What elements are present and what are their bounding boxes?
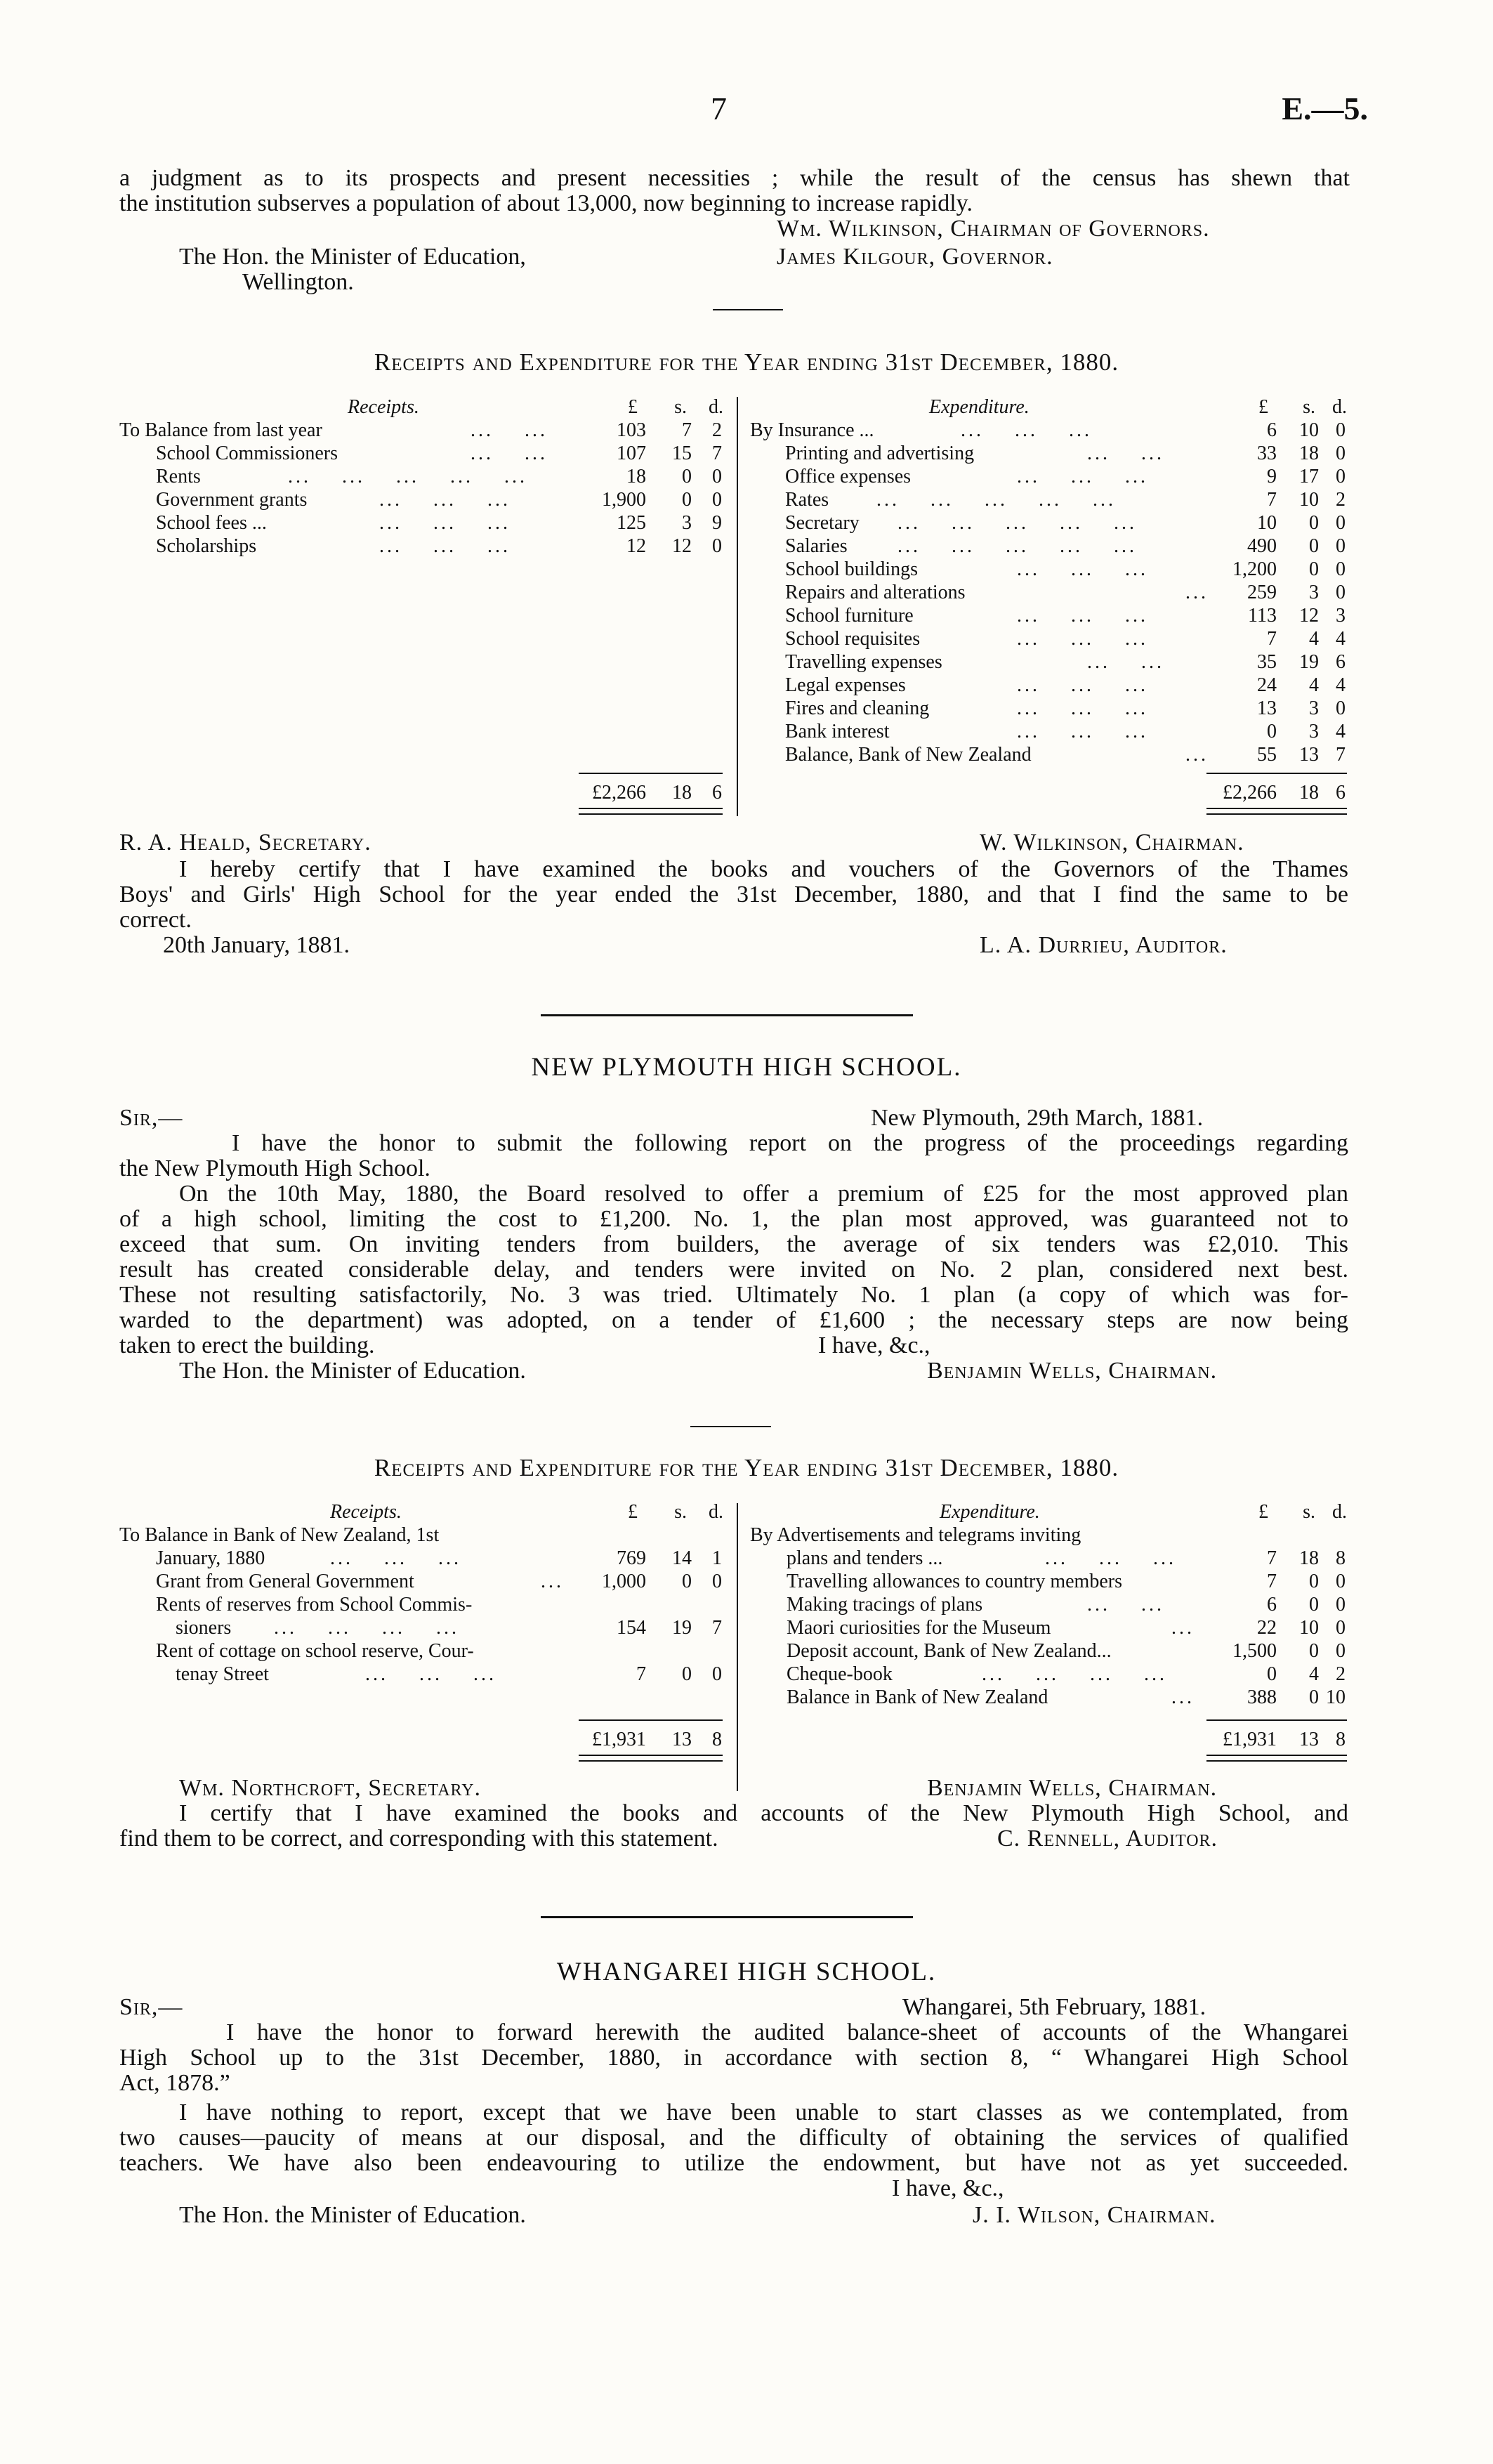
thames-date: 20th January, 1881. [163, 932, 350, 958]
total-rule [1206, 1719, 1347, 1721]
table-row: School furniture ... ... ... 113 12 3 [785, 605, 1346, 627]
table-row: January, 1880 ... ... ... 769 14 1 [156, 1547, 722, 1569]
double-rule [579, 808, 723, 815]
table-row: Printing and advertising ... ... 33 18 0 [785, 443, 1346, 464]
table-row: Cheque-book ... ... ... ... 0 4 2 [787, 1663, 1346, 1685]
table-row: Deposit account, Bank of New Zealand... 1,500 0 0 [787, 1640, 1346, 1662]
np-para-2-line-3: exceed that sum. On inviting tenders from builders, the average of six tenders was £2,010. This [119, 1231, 1348, 1257]
intro-addressee-city: Wellington. [242, 269, 354, 295]
expenditure-header: Expenditure. [940, 1501, 1040, 1523]
table-row: School requisites ... ... ... 7 4 4 [785, 628, 1346, 650]
new-plymouth-heading: NEW PLYMOUTH HIGH SCHOOL. [531, 1053, 962, 1082]
table-row: Repairs and alterations ... 259 3 0 [785, 582, 1346, 603]
intro-signature-governor: James Kilgour, Governor. [777, 244, 1053, 270]
thames-table-title: Receipts and Expenditure for the Year ending 31st December, 1880. [374, 348, 1119, 376]
thames-receipts [119, 395, 723, 558]
whangarei-heading: WHANGAREI HIGH SCHOOL. [556, 1958, 937, 1986]
wh-closing: I have, &c., [892, 2175, 1004, 2201]
np-cert-2: find them to be correct, and corresponding with this statement. [119, 1826, 718, 1852]
table-row: Office expenses ... ... ... 9 17 0 [785, 466, 1346, 487]
np-chairman: Benjamin Wells, Chairman. [927, 1775, 1218, 1801]
np-para-2-line-6: warded to the department) was adopted, on a tender of £1,600 ; the necessary steps are now being [119, 1307, 1348, 1333]
np-addressee: The Hon. the Minister of Education. [179, 1358, 526, 1384]
table-row: Balance in Bank of New Zealand ... 388 0 10 [787, 1686, 1346, 1708]
table-divider [737, 397, 738, 816]
table-row: Rates ... ... ... ... ... 7 10 2 [785, 489, 1346, 511]
double-rule [1206, 1755, 1347, 1762]
table-row: Legal expenses ... ... ... 24 4 4 [785, 674, 1346, 696]
table-row: Rents ... ... ... ... ... 18 0 0 [156, 466, 722, 487]
thames-secretary: R. A. Heald, Secretary. [119, 830, 371, 856]
table-row: Salaries ... ... ... ... ... 490 0 0 [785, 535, 1346, 557]
table-row: Rent of cottage on school reserve, Cour- [156, 1640, 474, 1662]
table-row: By Insurance ... ... ... ... 6 10 0 [750, 419, 1346, 441]
thames-cert-2: Boys' and Girls' High School for the year ended the 31st December, 1880, and that I find the same to be [119, 882, 1348, 907]
thames-chairman: W. Wilkinson, Chairman. [980, 830, 1244, 856]
expenditure-header: Expenditure. [929, 396, 1030, 418]
receipts-header: Receipts. [330, 1501, 402, 1523]
table-row: To Balance from last year ... ... 103 7 2 [119, 419, 722, 441]
wh-para-1-line-1: I have the honor to forward herewith the audited balance-sheet of accounts of the Whangarei [226, 2019, 1348, 2045]
np-para-1-line-2: the New Plymouth High School. [119, 1155, 430, 1181]
np-para-2-line-2: of a high school, limiting the cost to £1,200. No. 1, the plan most approved, was guaranteed not to [119, 1206, 1348, 1232]
table-row: Fires and cleaning ... ... ... 13 3 0 [785, 697, 1346, 719]
wh-dateline: Whangarei, 5th February, 1881. [902, 1994, 1206, 2020]
document-reference: E.—5. [1282, 91, 1368, 126]
section-divider [541, 1014, 913, 1016]
np-para-2-line-1: On the 10th May, 1880, the Board resolved to offer a premium of £25 for the most approved plan [179, 1181, 1348, 1207]
section-divider [541, 1916, 913, 1918]
short-divider [713, 309, 783, 310]
thames-expenditure: Expenditure. £ s. d. By Insurance ... ... ... ... 6 10 0 Printing and advertising ... ... 33 18 0 Office expenses ... ... ... 9 17 0 Rates ... ... ... ... ... 7 10 2 Secretary ... ... ... ... ... 10 0 0 Salaries ... ... ... ... ... 490 0 0 School buildings ... ... ... 1,200 0 0 Repairs and alterations ... 259 3 0 School furniture ... ... ... 113 12 3 School requisites ... ... ... 7 4 4 Travelling expenses ... ... 35 19 6 Legal expenses ... ... ... 24 4 4 Fires and cleaning ... ... ... 13 3 0 Bank interest ... ... ... 0 3 4 Balance, Bank of New Zealand ... 55 13 7 [750, 396, 1347, 766]
table-row: Government grants ... ... ... 1,900 0 0 [156, 489, 722, 511]
np-auditor: C. Rennell, Auditor. [997, 1826, 1218, 1852]
np-salutation: Sir,— [119, 1105, 183, 1131]
intro-line-2: the institution subserves a population of about 13,000, now beginning to increase rapidly. [119, 190, 973, 216]
wh-para-2-line-1: I have nothing to report, except that we have been unable to start classes as we contemplated, from [179, 2099, 1348, 2125]
thames-cert-1: I hereby certify that I have examined the books and vouchers of the Governors of the Thames [179, 856, 1348, 882]
thames-receipts-total: £2,266 18 6 [592, 782, 722, 804]
total-rule [579, 1719, 723, 1721]
np-receipts: Receipts. £ s. d. To Balance in Bank of New Zealand, 1st January, 1880 ... ... ... 769 14 1 Grant from General Government ... 1,000 0 0 Rents of reserves from School Commis- sioners ... ... ... ... 154 19 7 Rent of cottage on school reserve, Cour- tenay Street ... ... ... 7 0 0 [119, 1501, 723, 1685]
np-para-2-line-7: taken to erect the building. [119, 1332, 375, 1358]
wh-salutation: Sir,— [119, 1994, 183, 2020]
thames-expenditure-total: £2,266 18 6 [1223, 782, 1346, 804]
total-rule [579, 773, 723, 774]
table-row: To Balance in Bank of New Zealand, 1st [119, 1524, 440, 1546]
np-expenditure: Expenditure. £ s. d. By Advertisements and telegrams inviting plans and tenders ... ... ... ... 7 18 8 Travelling allowances to country members 7 0 0 Making tracings of plans ... ... 6 0 0 Maori curiosities for the Museum ... 22 10 0 Deposit account, Bank of New Zealand... 1,500 0 0 Cheque-book ... ... ... ... 0 4 2 Balance in Bank of New Zealand ... 388 0 10 [750, 1501, 1347, 1708]
table-row: By Advertisements and telegrams inviting [750, 1524, 1081, 1546]
wh-para-2-line-2: two causes—paucity of means at our disposal, and the difficulty of obtaining the services of qualified [119, 2125, 1348, 2151]
receipts-header: Receipts. [348, 396, 419, 418]
intro-addressee: The Hon. the Minister of Education, [179, 244, 526, 270]
wh-para-1-line-2: High School up to the 31st December, 1880, in accordance with section 8, “ Whangarei High School [119, 2045, 1348, 2071]
np-signature: Benjamin Wells, Chairman. [927, 1358, 1218, 1384]
np-cert-1: I certify that I have examined the books and accounts of the New Plymouth High School, and [179, 1800, 1348, 1826]
table-row: School fees ... ... ... ... 125 3 9 [156, 512, 722, 534]
page-number: 7 [711, 91, 727, 126]
np-receipts-total: £1,931 13 8 [592, 1729, 722, 1750]
table-row: Bank interest ... ... ... 0 3 4 [785, 721, 1346, 742]
wh-addressee: The Hon. the Minister of Education. [179, 2202, 526, 2228]
table-divider [737, 1503, 738, 1791]
wh-para-1-line-3: Act, 1878.” [119, 2070, 230, 2096]
np-para-2-line-4: result has created considerable delay, and tenders were invited on No. 2 plan, considered next best. [119, 1257, 1348, 1283]
np-dateline: New Plymouth, 29th March, 1881. [871, 1105, 1204, 1131]
np-table-title: Receipts and Expenditure for the Year ending 31st December, 1880. [374, 1454, 1119, 1481]
np-para-2-line-5: These not resulting satisfactorily, No. 3 was tried. Ultimately No. 1 plan (a copy of which was for- [119, 1282, 1348, 1308]
table-row: tenay Street ... ... ... 7 0 0 [176, 1663, 722, 1685]
table-row: School Commissioners ... ... 107 15 7 [156, 443, 722, 464]
double-rule [579, 1755, 723, 1762]
table-row: Rents of reserves from School Commis- [156, 1594, 473, 1616]
table-row: Travelling expenses ... ... 35 19 6 [785, 651, 1346, 673]
thames-cert-3: correct. [119, 907, 192, 933]
table-row: Making tracings of plans ... ... 6 0 0 [787, 1594, 1346, 1616]
col-pounds: £ [628, 396, 638, 418]
short-divider [690, 1426, 771, 1427]
wh-para-2-line-3: teachers. We have also been endeavouring to utilize the endowment, but have not as yet succeeded. [119, 2150, 1348, 2176]
np-secretary: Wm. Northcroft, Secretary. [179, 1775, 482, 1801]
col-pence: d. [709, 396, 723, 418]
table-row: Maori curiosities for the Museum ... 22 10 0 [787, 1617, 1346, 1639]
np-para-1-line-1: I have the honor to submit the following report on the progress of the proceedings regarding [232, 1130, 1348, 1156]
thames-auditor: L. A. Durrieu, Auditor. [980, 932, 1228, 958]
np-expenditure-total: £1,931 13 8 [1223, 1729, 1346, 1750]
col-shillings: s. [674, 396, 687, 418]
table-row: School buildings ... ... ... 1,200 0 0 [785, 558, 1346, 580]
table-row: Travelling allowances to country members 7 0 0 [787, 1571, 1346, 1592]
table-row: Balance, Bank of New Zealand ... 55 13 7 [785, 744, 1346, 766]
intro-line-1: a judgment as to its prospects and present necessities ; while the result of the census has shewn that [119, 165, 1350, 191]
wh-signature: J. I. Wilson, Chairman. [973, 2202, 1216, 2228]
table-row: Grant from General Government ... 1,000 0 0 [156, 1571, 722, 1592]
table-row: sioners ... ... ... ... 154 19 7 [176, 1617, 722, 1639]
table-row: Scholarships ... ... ... 12 12 0 [156, 535, 722, 557]
table-row: plans and tenders ... ... ... ... 7 18 8 [787, 1547, 1346, 1569]
table-row: Secretary ... ... ... ... ... 10 0 0 [785, 512, 1346, 534]
total-rule [1206, 773, 1347, 774]
np-closing: I have, &c., [818, 1332, 930, 1358]
intro-signature-chairman: Wm. Wilkinson, Chairman of Governors. [777, 216, 1210, 242]
double-rule [1206, 808, 1347, 815]
